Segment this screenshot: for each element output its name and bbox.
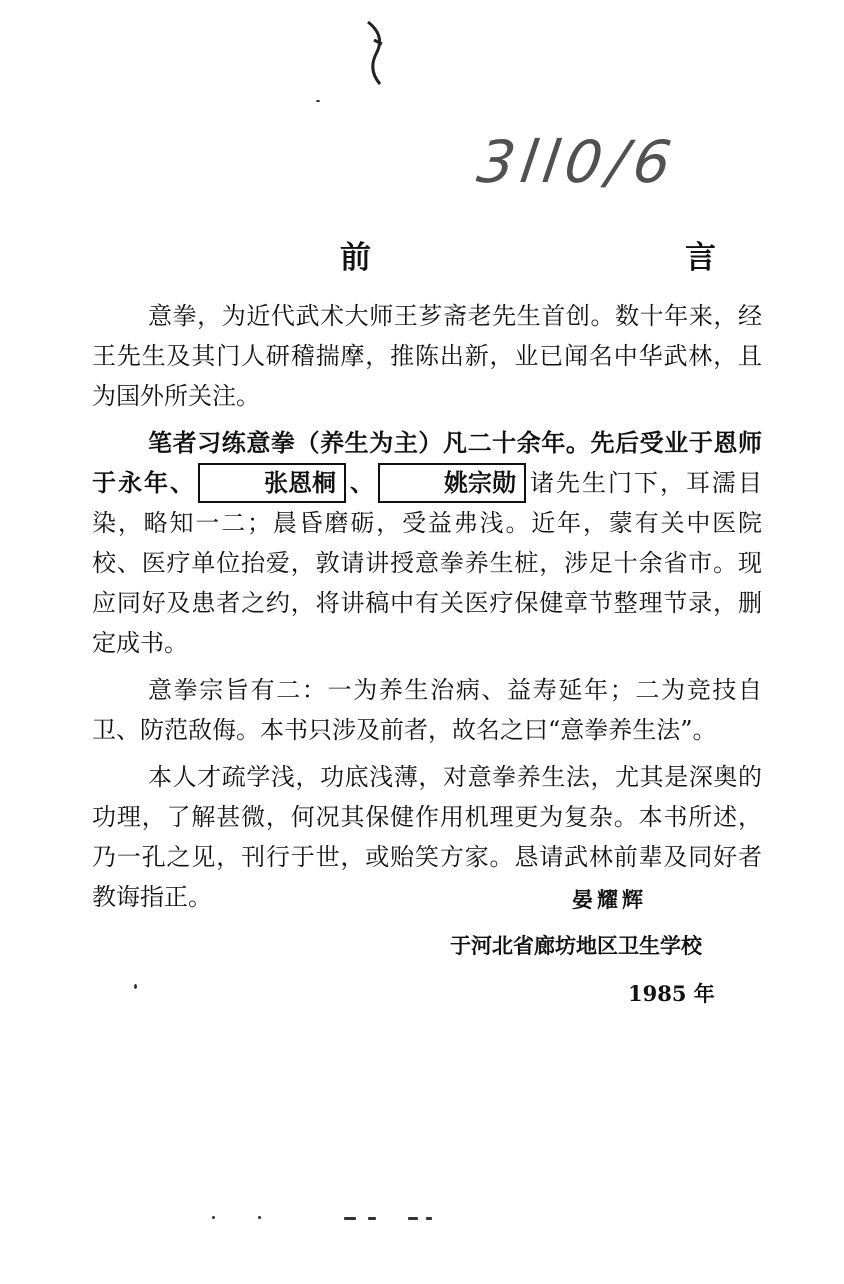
scan-speck [426, 1217, 432, 1220]
handwritten-number: 3ll0/6 [473, 128, 682, 196]
signature-author: 晏耀辉 [572, 887, 647, 912]
bracket-mark-icon [362, 18, 392, 88]
paragraph-4: 本人才疏学浅，功底浅薄，对意拳养生法，尤其是深奥的功理，了解甚微，何况其保健作用机理更为复杂。本书所述，乃一孔之见，刊行于世，或贻笑方家。恳请武林前辈及同好者教诲指正。 [92, 763, 762, 911]
paragraph-2-rest: 诸先生门下，耳濡目染，略知一二；晨昏磨砺，受益弗浅。近年，蒙有关中医院校、医疗单位抬爱，敦请讲授意拳养生桩，涉足十余省市。现应同好及患者之约，将讲稿中有关医疗保健章节整理节录，删定成书。 [92, 469, 762, 657]
signature-place: 于河北省廊坊地区卫生学校 [450, 933, 702, 958]
scan-speck [212, 1216, 215, 1219]
boxed-name-1: 张恩桐 [198, 463, 346, 503]
scan-speck [258, 1216, 261, 1219]
paragraph-2 [92, 423, 762, 663]
scan-speck [344, 1217, 356, 1220]
signature-year: 1985 年 [628, 981, 715, 1006]
boxed-name-2: 姚宗勋 [378, 463, 526, 503]
preface-body [92, 296, 762, 924]
scan-speck [134, 984, 137, 989]
paragraph-2-lead: 笔者习练意拳（养生为主）凡二十余年。先后受业于恩师于永年、 [92, 428, 762, 497]
page-title: 前 言 [340, 240, 800, 276]
scan-speck [368, 1217, 376, 1220]
paragraph-3: 意拳宗旨有二：一为养生治病、益寿延年；二为竞技自卫、防范敌侮。本书只涉及前者，故名之曰“意拳养生法”。 [92, 676, 762, 744]
scan-speck [408, 1217, 418, 1220]
paragraph-1: 意拳，为近代武术大师王芗斋老先生首创。数十年来，经王先生及其门人研稽揣摩，推陈出新，业已闻名中华武林，且为国外所关注。 [92, 302, 762, 410]
scan-speck [316, 100, 320, 102]
name-separator: 、 [348, 468, 376, 497]
